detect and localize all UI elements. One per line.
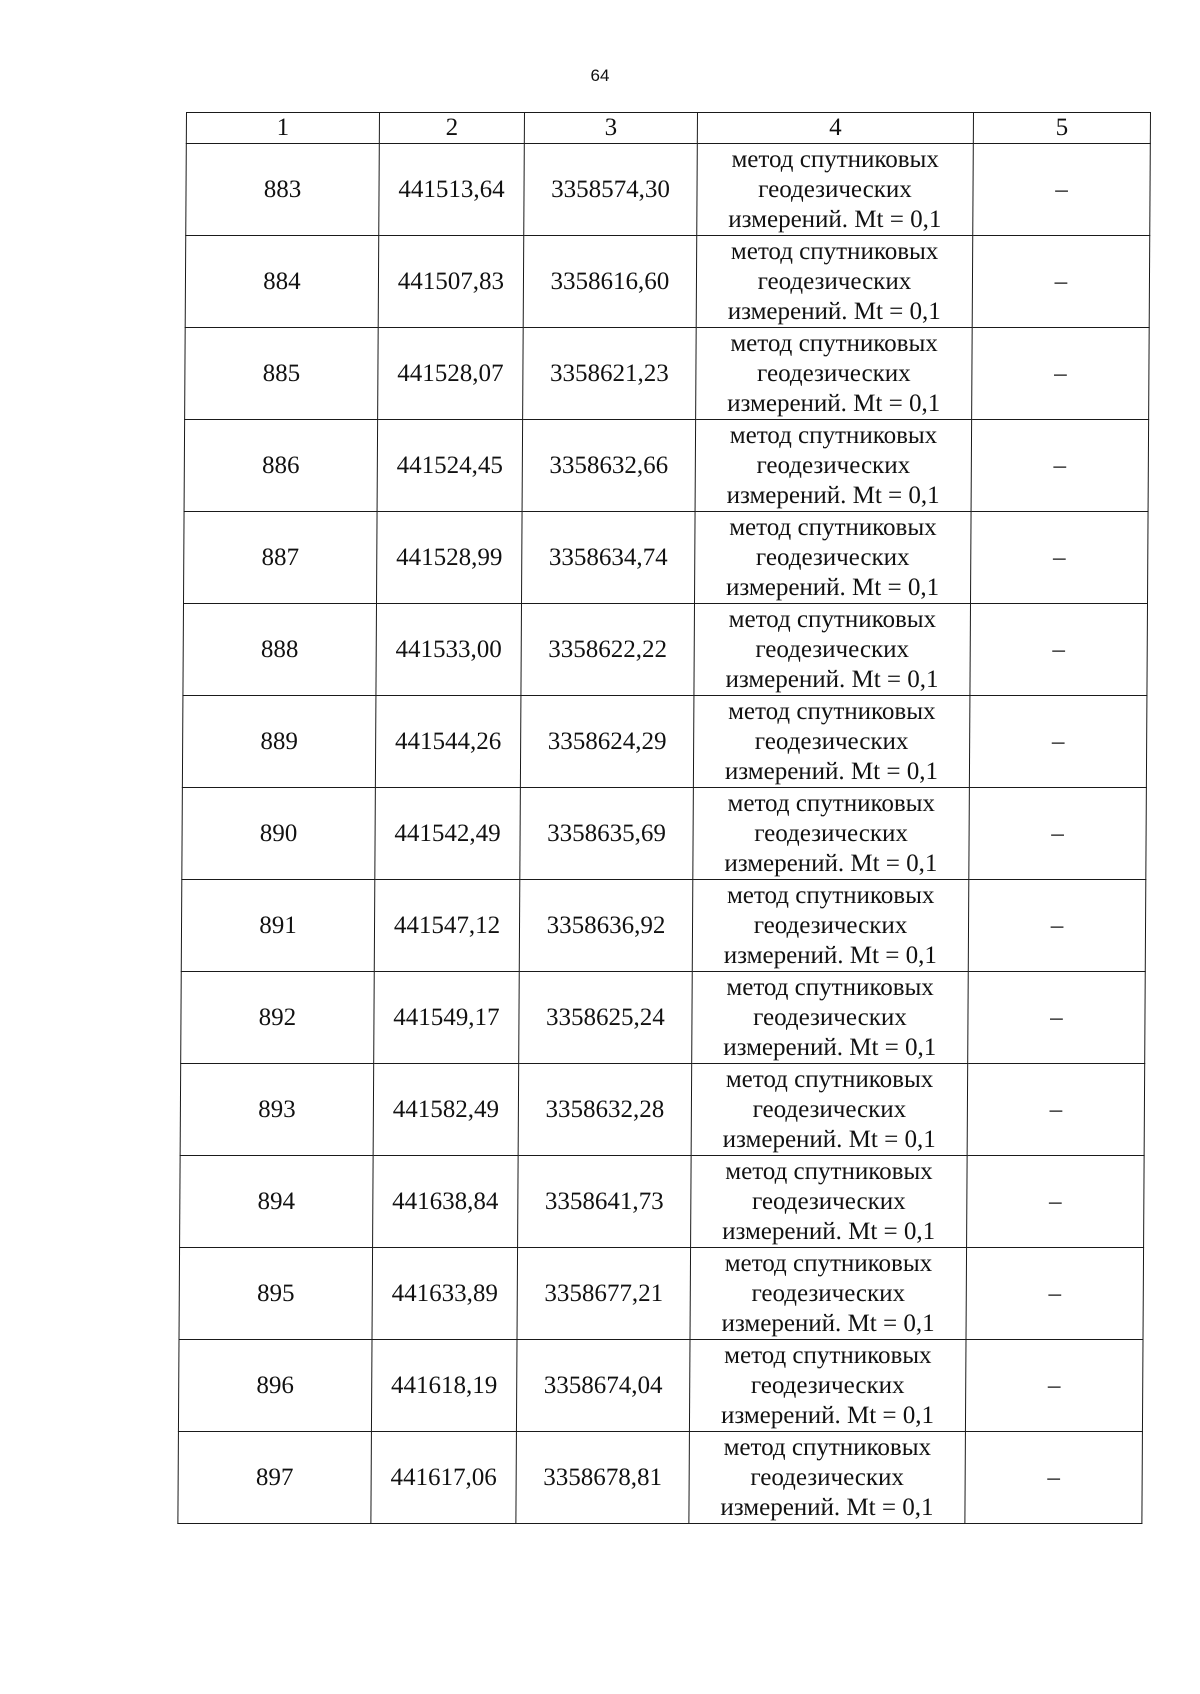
table-header-row — [186, 113, 1150, 144]
table-body — [178, 113, 1151, 1524]
method-text-line: геодезических — [754, 819, 908, 847]
x-coordinate-cell: 441528,99 — [376, 512, 522, 604]
y-coordinate-cell: 3358621,23 — [523, 328, 697, 420]
y-coordinate-cell: 3358677,21 — [517, 1248, 691, 1340]
method-cell — [694, 512, 971, 604]
method-text-line: измерений. Mt = 0,1 — [727, 297, 941, 325]
point-number-cell: 885 — [185, 328, 379, 420]
table-row — [181, 972, 1146, 1064]
method-text-line: метод спутниковых — [727, 789, 936, 817]
point-number-cell: 897 — [178, 1432, 372, 1524]
method-cell — [689, 1432, 966, 1524]
x-coordinate-cell: 441618,19 — [371, 1340, 517, 1432]
description-cell: – — [965, 1432, 1143, 1524]
method-text-line: метод спутниковых — [730, 237, 939, 265]
method-text-line: измерений. Mt = 0,1 — [722, 1217, 936, 1245]
y-coordinate-cell: 3358641,73 — [518, 1156, 692, 1248]
method-text-line: метод спутниковых — [724, 1341, 932, 1369]
column-header: 4 — [697, 113, 973, 144]
method-text-line: геодезических — [753, 911, 908, 939]
method-text-line: геодезических — [751, 1187, 906, 1215]
method-cell — [690, 1248, 967, 1340]
x-coordinate-cell: 441633,89 — [372, 1248, 518, 1340]
description-cell: – — [968, 972, 1146, 1064]
method-cell — [696, 236, 973, 328]
point-number-cell: 884 — [185, 236, 379, 328]
table-row — [180, 1064, 1145, 1156]
coordinates-table — [177, 112, 1151, 1524]
column-header: 3 — [524, 113, 697, 144]
method-text-line: метод спутниковых — [729, 513, 937, 541]
point-number-cell: 883 — [186, 144, 380, 236]
point-number-cell: 887 — [183, 512, 377, 604]
method-text-line: геодезических — [750, 1371, 905, 1399]
y-coordinate-cell: 3358678,81 — [516, 1432, 690, 1524]
column-header: 5 — [973, 113, 1150, 144]
method-text-line: измерений. Mt = 0,1 — [725, 665, 939, 693]
method-text-line: метод спутниковых — [724, 1249, 933, 1277]
table-row — [185, 328, 1150, 420]
column-header: 2 — [379, 113, 524, 144]
point-number-cell: 889 — [182, 696, 376, 788]
y-coordinate-cell: 3358632,28 — [518, 1064, 692, 1156]
y-coordinate-cell: 3358616,60 — [523, 236, 697, 328]
method-cell — [692, 880, 969, 972]
method-text-line: измерений. Mt = 0,1 — [726, 481, 940, 509]
method-cell — [693, 696, 970, 788]
method-text-line: метод спутниковых — [725, 1065, 934, 1093]
point-number-cell: 895 — [179, 1248, 373, 1340]
table-row — [183, 604, 1148, 696]
y-coordinate-cell: 3358574,30 — [524, 144, 698, 236]
method-text-line: геодезических — [753, 1003, 907, 1031]
y-coordinate-cell: 3358635,69 — [520, 788, 694, 880]
method-text-line: метод спутниковых — [723, 1433, 932, 1461]
x-coordinate-cell: 441542,49 — [375, 788, 521, 880]
method-cell — [693, 788, 970, 880]
table-row — [185, 236, 1150, 328]
point-number-cell: 892 — [181, 972, 375, 1064]
y-coordinate-cell: 3358624,29 — [520, 696, 694, 788]
coordinates-table-wrapper — [177, 112, 1150, 1524]
description-cell: – — [969, 788, 1147, 880]
table-row — [186, 144, 1151, 236]
description-cell: – — [967, 1156, 1145, 1248]
description-cell: – — [971, 420, 1149, 512]
method-text-line: метод спутниковых — [726, 973, 934, 1001]
y-coordinate-cell: 3358634,74 — [521, 512, 695, 604]
method-text-line: измерений. Mt = 0,1 — [727, 389, 941, 417]
method-text-line: метод спутниковых — [728, 605, 937, 633]
method-text-line: метод спутниковых — [725, 1157, 933, 1185]
method-text-line: геодезических — [754, 727, 909, 755]
method-text-line: геодезических — [751, 1279, 906, 1307]
method-cell — [697, 144, 974, 236]
point-number-cell: 896 — [178, 1340, 372, 1432]
method-text-line: геодезических — [756, 451, 911, 479]
x-coordinate-cell: 441547,12 — [374, 880, 520, 972]
method-text-line: геодезических — [755, 543, 910, 571]
description-cell: – — [972, 328, 1150, 420]
description-cell: – — [966, 1248, 1144, 1340]
x-coordinate-cell: 441528,07 — [378, 328, 524, 420]
method-text-line: измерений. Mt = 0,1 — [728, 205, 942, 233]
table-row — [182, 696, 1147, 788]
method-text-line: измерений. Mt = 0,1 — [720, 1493, 934, 1521]
x-coordinate-cell: 441549,17 — [374, 972, 520, 1064]
description-cell: – — [969, 696, 1147, 788]
method-text-line: геодезических — [758, 175, 912, 203]
description-cell: – — [965, 1340, 1143, 1432]
description-cell: – — [967, 1064, 1145, 1156]
method-text-line: метод спутниковых — [731, 145, 939, 173]
method-text-line: метод спутниковых — [728, 697, 936, 725]
method-text-line: измерений. Mt = 0,1 — [723, 1033, 937, 1061]
description-cell: – — [970, 604, 1148, 696]
x-coordinate-cell: 441638,84 — [373, 1156, 519, 1248]
method-text-line: метод спутниковых — [730, 329, 938, 357]
point-number-cell: 893 — [180, 1064, 374, 1156]
point-number-cell: 886 — [184, 420, 378, 512]
method-cell — [696, 328, 973, 420]
description-cell: – — [973, 144, 1151, 236]
method-cell — [694, 604, 971, 696]
method-text-line: геодезических — [750, 1463, 905, 1491]
x-coordinate-cell: 441544,26 — [375, 696, 521, 788]
y-coordinate-cell: 3358674,04 — [516, 1340, 690, 1432]
page-number: 64 — [590, 66, 610, 85]
x-coordinate-cell: 441617,06 — [371, 1432, 517, 1524]
method-text-line: измерений. Mt = 0,1 — [722, 1125, 936, 1153]
method-text-line: геодезических — [757, 359, 911, 387]
method-cell — [692, 972, 969, 1064]
method-text-line: измерений. Mt = 0,1 — [724, 757, 939, 785]
table-row — [178, 1432, 1143, 1524]
method-text-line: измерений. Mt = 0,1 — [721, 1309, 935, 1337]
x-coordinate-cell: 441524,45 — [377, 420, 523, 512]
x-coordinate-cell: 441513,64 — [379, 144, 525, 236]
point-number-cell: 894 — [180, 1156, 374, 1248]
method-text-line: измерений. Mt = 0,1 — [720, 1401, 935, 1429]
table-row — [183, 512, 1148, 604]
method-cell — [689, 1340, 966, 1432]
table-row — [184, 420, 1149, 512]
description-cell: – — [972, 236, 1150, 328]
description-cell: – — [970, 512, 1148, 604]
method-text-line: метод спутниковых — [729, 421, 938, 449]
table-row — [178, 1340, 1143, 1432]
method-text-line: геодезических — [752, 1095, 907, 1123]
point-number-cell: 888 — [183, 604, 377, 696]
method-text-line: измерений. Mt = 0,1 — [723, 941, 937, 969]
method-text-line: измерений. Mt = 0,1 — [725, 573, 940, 601]
table-row — [180, 1156, 1145, 1248]
method-text-line: измерений. Mt = 0,1 — [724, 849, 938, 877]
description-cell: – — [968, 880, 1146, 972]
table-row — [179, 1248, 1144, 1340]
y-coordinate-cell: 3358625,24 — [519, 972, 693, 1064]
table-row — [181, 880, 1146, 972]
y-coordinate-cell: 3358636,92 — [519, 880, 693, 972]
point-number-cell: 891 — [181, 880, 375, 972]
y-coordinate-cell: 3358632,66 — [522, 420, 696, 512]
method-text-line: геодезических — [757, 267, 912, 295]
point-number-cell: 890 — [182, 788, 376, 880]
x-coordinate-cell: 441507,83 — [378, 236, 524, 328]
method-cell — [695, 420, 972, 512]
y-coordinate-cell: 3358622,22 — [521, 604, 695, 696]
table-row — [182, 788, 1147, 880]
column-header: 1 — [186, 113, 379, 144]
method-text-line: геодезических — [755, 635, 910, 663]
method-cell — [691, 1064, 968, 1156]
method-text-line: метод спутниковых — [726, 881, 935, 909]
method-cell — [691, 1156, 968, 1248]
x-coordinate-cell: 441582,49 — [373, 1064, 519, 1156]
x-coordinate-cell: 441533,00 — [376, 604, 522, 696]
